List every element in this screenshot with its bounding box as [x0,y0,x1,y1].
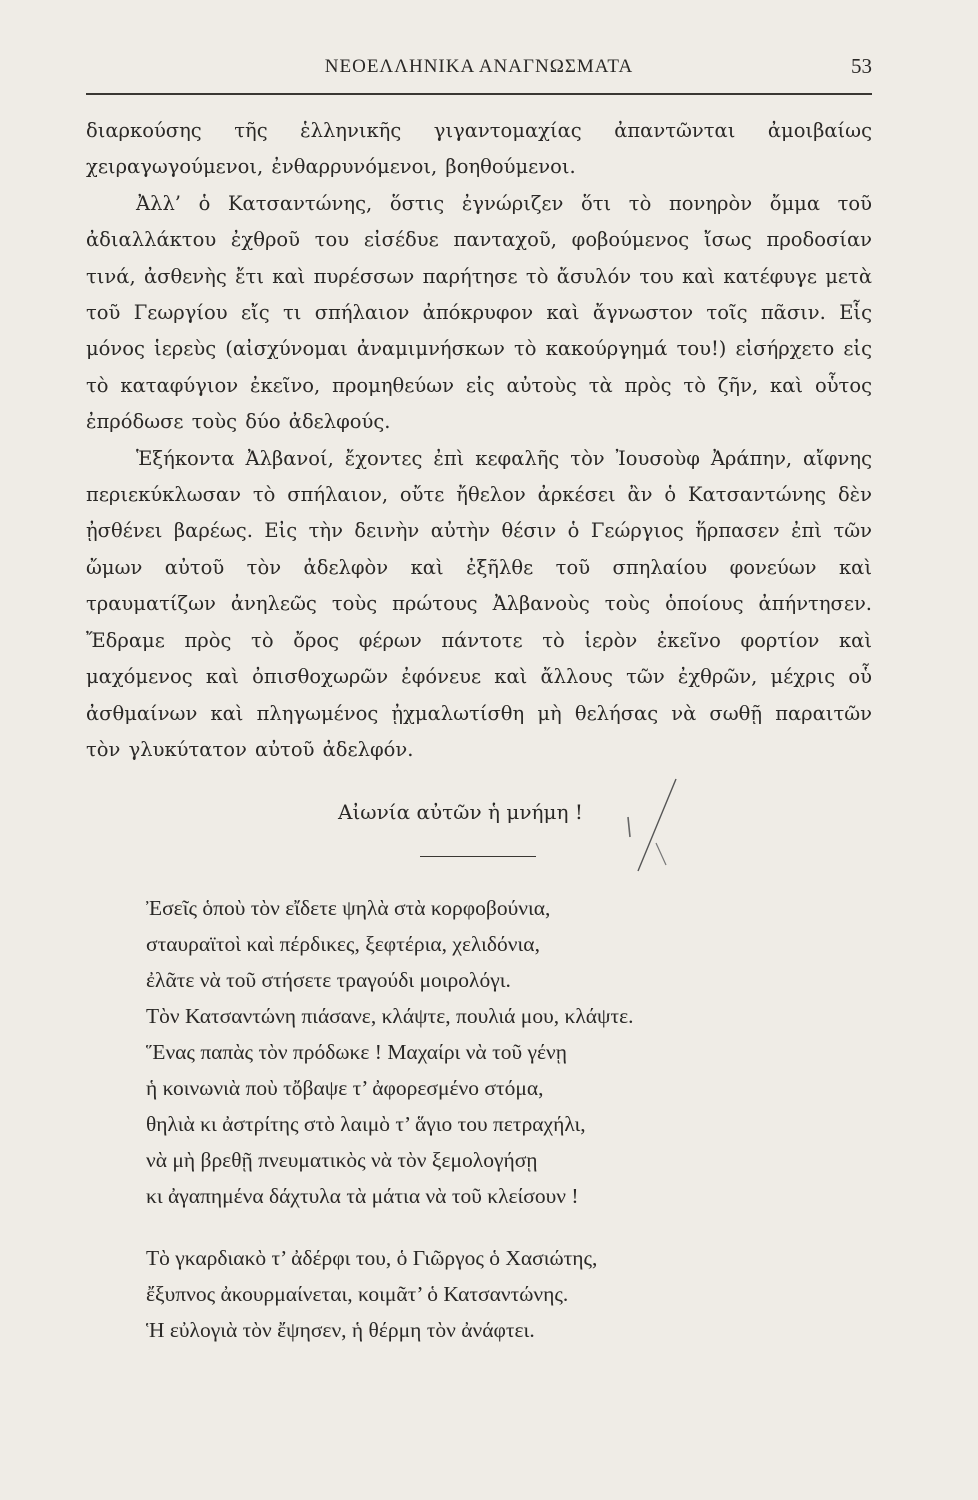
page-header [86,50,872,90]
poem-line: κι ἀγαπημένα δάχτυλα τὰ μάτια νὰ τοῦ κλείσουν ! [146,1184,579,1208]
section-separator [420,856,536,857]
pencil-mark [610,775,690,875]
running-title: ΝΕΟΕΛΛΗΝΙΚΑ ΑΝΑΓΝΩΣΜΑΤΑ [324,56,634,77]
poem-line: Ἐσεῖς ὁποὺ τὸν εἴδετε ψηλὰ στὰ κορφοβούνια, [146,896,551,920]
poem-stanza-1 [146,890,866,1214]
poem-line: ἐλᾶτε νὰ τοῦ στήσετε τραγούδι μοιρολόγι. [146,968,511,992]
paragraph-3: Ἑξήκοντα Ἀλβανοί, ἔχοντες ἐπὶ κεφαλῆς τὸν Ἰουσοὺφ Ἀράπην, αἴφνης περιεκύκλωσαν τὸ σπήλαιον, οὔτε ἤθελον ἀρκέσει ἂν ὁ Κατσαντώνης δὲν ᾐσθένει βαρέως. Εἰς τὴν δεινὴν αὐτὴν θέσιν ὁ Γεώργιος ἥρπασεν ἐπὶ τῶν ὤμων αὐτοῦ τὸν ἀδελφὸν καὶ ἐξῆλθε τοῦ σπηλαίου φονεύων καὶ τραυματίζων ἀνηλεῶς τοὺς πρώτους Ἀλβανοὺς τοὺς ὁποίους ἀπήντησεν. Ἔδραμε πρὸς τὸ ὄρος φέρων πάντοτε τὸ ἱερὸν ἐκεῖνο φορτίον καὶ μαχόμενος καὶ ὀπισθοχωρῶν ἐφόνευε καὶ ἄλλους τῶν ἐχθρῶν, μέχρις οὗ ἀσθμαίνων καὶ πληγωμένος ᾐχμαλωτίσθη μὴ θελήσας νὰ σωθῇ παραιτῶν τὸν γλυκύτατον αὐτοῦ ἀδελφόν. [86,446,872,761]
poem-line: Ἡ εὐλογιὰ τὸν ἔψησεν, ἡ θέρμη τὸν ἀνάφτει. [146,1318,535,1342]
poem-line: ἔξυπνος ἀκουρμαίνεται, κοιμᾶτ’ ὁ Κατσαντώνης. [146,1282,569,1306]
poem-stanza-2 [146,1240,866,1348]
page-number: 53 [851,54,872,78]
poem-line: Τὸ γκαρδιακὸ τ’ ἀδέρφι του, ὁ Γιῶργος ὁ Χασιώτης, [146,1246,598,1270]
header-rule [86,93,872,95]
poem-line: Ἕνας παπὰς τὸν πρόδωκε ! Μαχαίρι νὰ τοῦ γένῃ [146,1040,567,1064]
paragraph-1: διαρκούσης τῆς ἑλληνικῆς γιγαντομαχίας ἀπαντῶνται ἀμοιβαίως χειραγωγούμενοι, ἐνθαρρυνόμενοι, βοηθούμενοι. [86,119,872,179]
closing-line: Αἰωνία αὐτῶν ἡ μνήμη ! [338,800,583,824]
poem-line: σταυραϊτοὶ καὶ πέρδικες, ξεφτέρια, χελιδόνια, [146,932,540,956]
poem-line: Τὸν Κατσαντώνη πιάσανε, κλάψτε, πουλιά μου, κλάψτε. [146,1004,634,1028]
paragraph-2: Ἀλλ’ ὁ Κατσαντώνης, ὅστις ἐγνώριζεν ὅτι τὸ πονηρὸν ὄμμα τοῦ ἀδιαλλάκτου ἐχθροῦ του εἰσέδυε πανταχοῦ, φοβούμενος ἴσως προδοσίαν τινά, ἀσθενὴς ἔτι καὶ πυρέσσων παρήτησε τὸ ἄσυλόν του καὶ κατέφυγε μετὰ τοῦ Γεωργίου εἴς τι σπήλαιον ἀπόκρυφον καὶ ἄγνωστον τοῖς πᾶσιν. Εἷς μόνος ἱερεὺς (αἰσχύνομαι ἀναμιμνήσκων τὸ κακούργημά του!) εἰσήρχετο εἰς τὸ καταφύγιον ἐκεῖνο, προμηθεύων εἰς αὐτοὺς τὰ πρὸς τὸ ζῆν, καὶ οὗτος ἐπρόδωσε τοὺς δύο ἀδελφούς. [86,191,872,434]
prose-text [86,113,872,768]
poem-line: θηλιὰ κι ἀστρίτης στὸ λαιμὸ τ’ ἅγιο του πετραχήλι, [146,1112,586,1136]
poem-line: ἡ κοινωνιὰ ποὺ τὄβαψε τ’ ἀφορεσμένο στόμα, [146,1076,544,1100]
poem-line: νὰ μὴ βρεθῇ πνευματικὸς νὰ τὸν ξεμολογήσῃ [146,1148,538,1172]
